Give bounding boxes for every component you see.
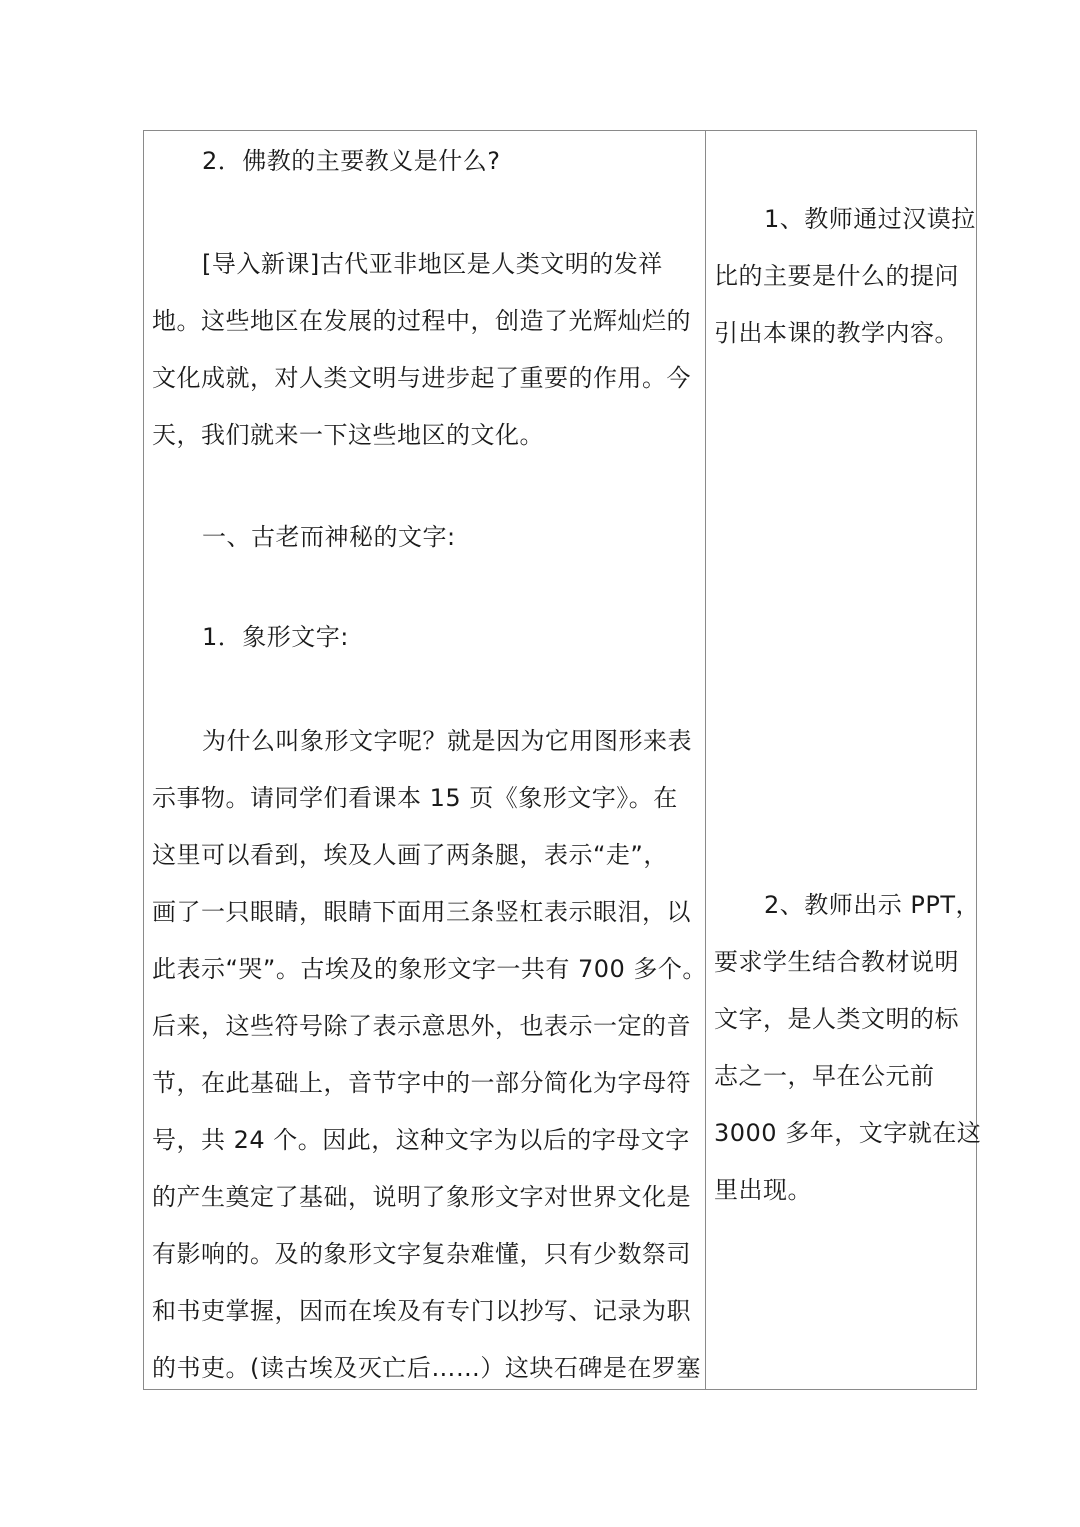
body-line-3: 这里可以看到，埃及人画了两条腿，表示“走”，	[152, 841, 668, 869]
teacher-note-2-line-4: 志之一，早在公元前	[714, 1062, 935, 1090]
body-line-1: 为什么叫象形文字呢？就是因为它用图形来表	[202, 727, 692, 755]
section-heading-1: 一、古老而神秘的文字:	[202, 523, 456, 551]
body-line-6: 后来，这些符号除了表示意思外，也表示一定的音	[152, 1012, 691, 1040]
body-line-10: 有影响的。及的象形文字复杂难懂，只有少数祭司	[152, 1240, 691, 1268]
body-line-12: 的书吏。(读古埃及灭亡后……）这块石碑是在罗塞	[152, 1354, 701, 1382]
body-line-11: 和书吏掌握，因而在埃及有专门以抄写、记录为职	[152, 1297, 691, 1325]
intro-line-1: [导入新课]古代亚非地区是人类文明的发祥	[202, 250, 663, 278]
intro-line-2: 地。这些地区在发展的过程中，创造了光辉灿烂的	[152, 307, 691, 335]
teacher-note-1-line-2: 比的主要是什么的提问	[714, 262, 959, 290]
question-2: 2．佛教的主要教义是什么?	[202, 147, 501, 175]
body-line-9: 的产生奠定了基础，说明了象形文字对世界文化是	[152, 1183, 691, 1211]
lesson-plan-table	[143, 130, 982, 1390]
body-line-4: 画了一只眼睛，眼睛下面用三条竖杠表示眼泪，以	[152, 898, 691, 926]
teacher-note-2-line-3: 文字，是人类文明的标	[714, 1005, 959, 1033]
teacher-note-1-line-1: 1、教师通过汉谟拉	[764, 205, 976, 233]
teacher-note-1-line-3: 引出本课的教学内容。	[714, 319, 959, 347]
teacher-note-2-line-1: 2、教师出示 PPT，	[764, 891, 981, 919]
teacher-note-2-line-6: 里出现。	[714, 1176, 812, 1204]
column-divider	[705, 131, 706, 1389]
body-line-5: 此表示“哭”。古埃及的象形文字一共有 700 多个。	[152, 955, 707, 983]
body-line-2: 示事物。请同学们看课本 15 页《象形文字》。在	[152, 784, 678, 812]
body-line-8: 号，共 24 个。因此，这种文字为以后的字母文字	[152, 1126, 690, 1154]
body-line-7: 节，在此基础上，音节字中的一部分简化为字母符	[152, 1069, 691, 1097]
intro-line-4: 天，我们就来一下这些地区的文化。	[152, 421, 544, 449]
teacher-note-2-line-2: 要求学生结合教材说明	[714, 948, 959, 976]
intro-line-3: 文化成就，对人类文明与进步起了重要的作用。今	[152, 364, 691, 392]
teacher-note-2-line-5: 3000 多年，文字就在这	[714, 1119, 982, 1147]
subsection-heading-1: 1．象形文字:	[202, 623, 349, 651]
